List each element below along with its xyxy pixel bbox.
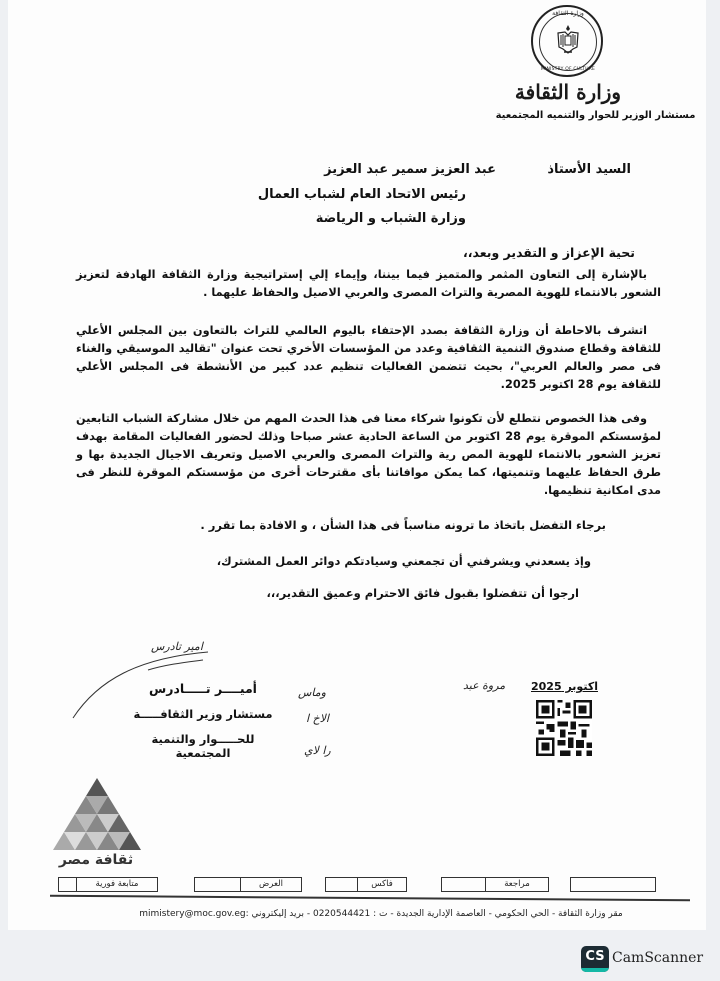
body-paragraph-1 xyxy=(76,266,661,302)
routing-box-label: العرض xyxy=(240,878,301,891)
closing-honor: وإذ يسعدني ويشرفني أن تجمعني وسيادتكم دوائر العمل المشترك، xyxy=(216,554,591,568)
addressee-title: رئيس الاتحاد العام لشباب العمال xyxy=(257,187,466,202)
routing-box-label xyxy=(571,878,655,891)
routing-box-fax xyxy=(325,877,407,892)
camscanner-label: CamScanner xyxy=(612,950,704,966)
addressee-name: عبد العزيز سمير عبد العزيز xyxy=(324,162,496,177)
closing-regards: ارجوا أن تتفضلوا بقبول فائق الاحترام وعميق التقدير،،، xyxy=(266,586,579,600)
letter-page xyxy=(8,0,706,930)
seal-top-text: وزارة الثقافة xyxy=(552,10,584,17)
routing-box-label: متابعة فورية xyxy=(76,878,157,891)
handwritten-note-1: وماس xyxy=(298,686,326,699)
routing-box-label: مراجعة xyxy=(485,878,548,891)
routing-box-presentation xyxy=(194,877,302,892)
handwritten-signature: امير تادرس xyxy=(151,640,203,653)
routing-box-label: فاكس xyxy=(357,878,406,891)
paragraph-text: وفى هذا الخصوص نتطلع لأن تكونوا شركاء معنا فى هذا الحدث المهم من خلال مشاركة الشباب التابعين لمؤسستكم الموقرة يوم 28 اكتوبر من الساعة الحادية عشر صباحا وذلك لحضور الفعاليات المقامة بهدف تعزيز الشعور بالانتماء للهوية المص رية والتراث المصرى والعربي الاصيل وتعريف الاجيال الجديدة بها و طرق الحفاظ عليهما وتنميتها، كما يمكن موافاتنا بأى مقترحات أخرى من مؤسستكم الموقرة للنظر فى مدى امكانية تنظيمها. xyxy=(76,412,661,497)
footer-divider xyxy=(50,895,690,901)
paragraph-text: اتشرف بالاحاطة أن وزارة الثقافة بصدد الإحتفاء باليوم العالمي للتراث بالتعاون بين المجلس الأعلي للثقافة وقطاع صندوق التنمية الثقافية وعدد من المؤسسات الأخري تحت عنوان "تقاليد الموسيقي والغناء فى مصر والعالم العربي"، بحيث تتضمن الفعاليات تنظيم عدد كبير من الأنشطة فى المجلس الأعلي للثقافة يوم 28 اكتوبر 2025. xyxy=(76,324,661,391)
advisor-office: مستشار الوزير للحوار والتنميه المجتمعية xyxy=(495,110,696,121)
routing-box-urgent-followup xyxy=(58,877,158,892)
eagle-emblem-icon xyxy=(555,23,581,57)
handwritten-note-2: الاخ ا xyxy=(306,712,329,725)
body-paragraph-3 xyxy=(76,410,661,500)
body-paragraph-2 xyxy=(76,322,661,394)
signatory-title-2: للحـــــوار والتنمية المجتمعية xyxy=(151,732,255,760)
letter-date: اكتوبر 2025 xyxy=(531,680,598,693)
ministry-name: وزارة الثقافة xyxy=(514,80,622,104)
handwritten-note-3: را لاي xyxy=(304,744,331,757)
ministry-seal xyxy=(531,5,603,77)
addressee-ministry: وزارة الشباب و الرياضة xyxy=(315,211,466,226)
footer-address: مقر وزارة الثقافة - الحي الحكومي - العاصمة الإدارية الجديدة - ت : 0220544421 - بريد إليكتروني :mimistery@moc.gov.eg xyxy=(139,909,623,919)
signatory-name: أميــــر تـــــادرس xyxy=(149,681,257,696)
addressee-salutation: السيد الأستاذ xyxy=(547,162,631,177)
routing-box-blank xyxy=(570,877,656,892)
handwritten-date-note: مروة عبد xyxy=(463,679,506,692)
paragraph-text: بالإشارة إلى التعاون المثمر والمتميز فيما بيننا، وإيماء إلي إستراتيجية وزارة الثقافة الهادفة لتعزيز الشعور بالانتماء للهوية المصرية والتراث المصرى والعربي الاصيل والحفاظ عليهما . xyxy=(76,268,661,299)
camscanner-logo-icon: CS xyxy=(581,946,609,972)
closing-request: برجاء التفضل باتخاذ ما ترونه مناسباً فى هذا الشأن ، و الافادة بما تقرر . xyxy=(200,518,606,532)
greeting: تحية الإعزاز و التقدير وبعد،، xyxy=(463,245,635,260)
footer-logo-text: ثقافة مصر xyxy=(58,852,134,868)
thaqafa-misr-logo-icon xyxy=(52,776,142,856)
signatory-title-1: مستشار وزير الثقافـــــة xyxy=(133,707,273,721)
seal-bottom-text: MINISTRY OF CULTURE xyxy=(540,67,596,72)
qr-code-icon xyxy=(536,700,592,756)
routing-box-review xyxy=(441,877,549,892)
